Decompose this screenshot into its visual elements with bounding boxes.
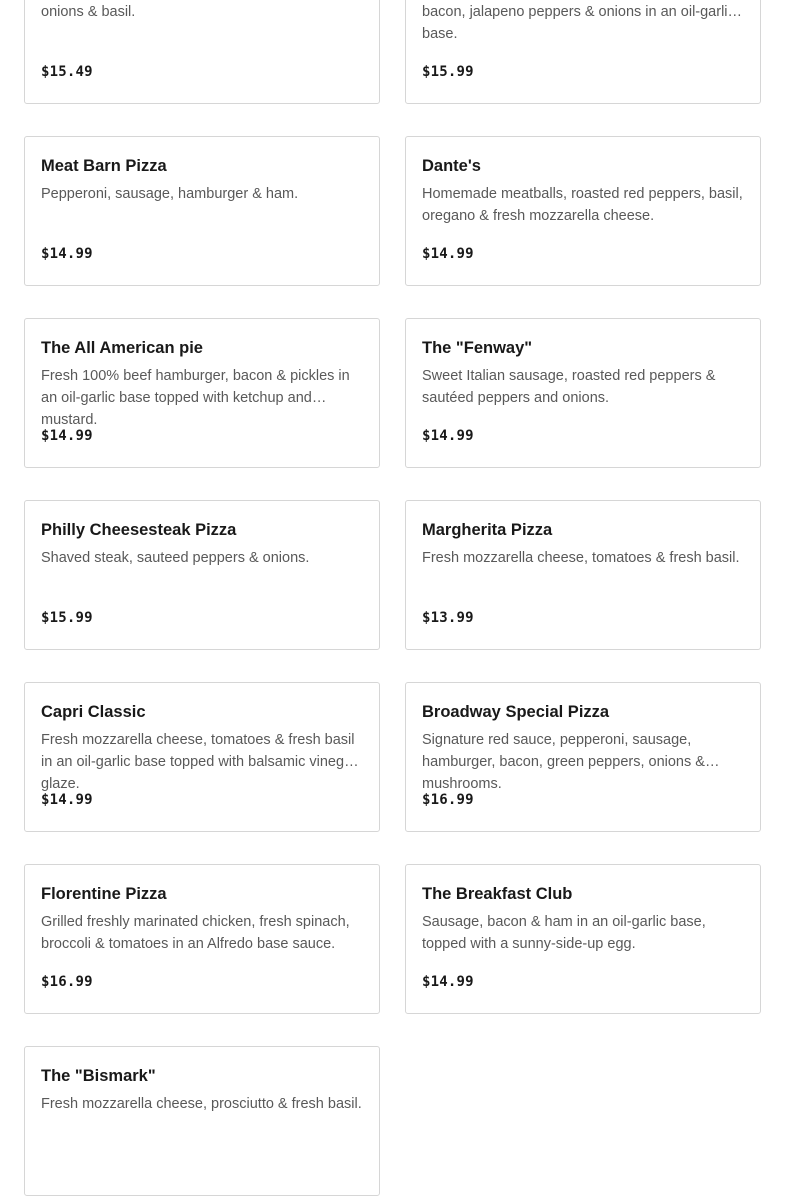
- menu-item-description: Grilled freshly marinated chicken, fresh spinach, broccoli & tomatoes in an Alfredo base sauce.: [41, 914, 350, 952]
- menu-item-price: $14.99: [422, 428, 474, 444]
- menu-item-description: Fresh mozzarella cheese, tomatoes & fresh basil in an oil-garlic base topped with balsamic vinegar glaze.: [41, 732, 357, 792]
- menu-item-price: $15.49: [41, 64, 93, 80]
- menu-item-description: Signature red sauce, pepperoni, sausage, hamburger, bacon, green peppers, onions & mushrooms.: [422, 732, 705, 792]
- menu-item-card[interactable]: [24, 864, 380, 1014]
- menu-item-card[interactable]: [405, 136, 761, 286]
- menu-item-price: $15.99: [422, 64, 474, 80]
- menu-item-name: The "Fenway": [422, 339, 533, 357]
- menu-item-price: $16.99: [41, 974, 93, 990]
- menu-item-price: $14.99: [41, 792, 93, 808]
- menu-item-description: Fresh mozzarella cheese, tomatoes & fresh basil.: [422, 550, 740, 566]
- menu-item-name: Capri Classic: [41, 703, 146, 721]
- menu-item-card[interactable]: [24, 500, 380, 650]
- menu-item-price: $14.99: [41, 246, 93, 262]
- menu-item-card[interactable]: [24, 1046, 380, 1196]
- menu-item-card[interactable]: [24, 682, 380, 832]
- menu-item-card[interactable]: [24, 136, 380, 286]
- menu-item-description: Sweet Italian sausage, roasted red peppers & sautéed peppers and onions.: [422, 368, 716, 406]
- menu-item-price: $14.99: [41, 428, 93, 444]
- menu-item-description: Homemade meatballs, roasted red peppers, basil, oregano & fresh mozzarella cheese.: [422, 186, 743, 224]
- menu-item-price: $15.99: [41, 610, 93, 626]
- menu-item-description: Shaved steak, sauteed peppers & onions.: [41, 550, 310, 566]
- menu-item-card[interactable]: [405, 0, 761, 104]
- menu-item-name: Meat Barn Pizza: [41, 157, 167, 175]
- menu-item-name: Broadway Special Pizza: [422, 703, 610, 721]
- menu-item-description: bacon, jalapeno peppers & onions in an oil-garlic base.: [422, 4, 735, 42]
- menu-item-price: $14.99: [422, 974, 474, 990]
- menu-item-name: The All American pie: [41, 339, 203, 357]
- menu-item-name: Florentine Pizza: [41, 885, 167, 903]
- menu-item-name: Margherita Pizza: [422, 521, 553, 539]
- menu-item-card[interactable]: [405, 682, 761, 832]
- menu-item-card[interactable]: [405, 864, 761, 1014]
- menu-item-price: $13.99: [422, 610, 474, 626]
- menu-item-name: Philly Cheesesteak Pizza: [41, 521, 237, 539]
- menu-item-description: Fresh 100% beef hamburger, bacon & pickles in an oil-garlic base topped with ketchup and mustard.: [41, 368, 350, 428]
- menu-item-price: $14.99: [422, 246, 474, 262]
- menu-item-description: Fresh mozzarella cheese, prosciutto & fresh basil.: [41, 1096, 362, 1112]
- menu-item-name: The Breakfast Club: [422, 885, 573, 903]
- menu-item-grid: [24, 0, 761, 1196]
- menu-item-card[interactable]: [405, 318, 761, 468]
- menu-item-card[interactable]: [405, 500, 761, 650]
- menu-item-price: $16.99: [422, 792, 474, 808]
- menu-item-description: Pepperoni, sausage, hamburger & ham.: [41, 186, 299, 202]
- menu-item-card[interactable]: [24, 0, 380, 104]
- menu-item-description: Sausage, bacon & ham in an oil-garlic base, topped with a sunny-side-up egg.: [422, 914, 706, 952]
- menu-item-name: The "Bismark": [41, 1067, 156, 1085]
- menu-item-description: onions & basil.: [41, 4, 136, 20]
- menu-item-name: Dante's: [422, 157, 481, 175]
- menu-item-card[interactable]: [24, 318, 380, 468]
